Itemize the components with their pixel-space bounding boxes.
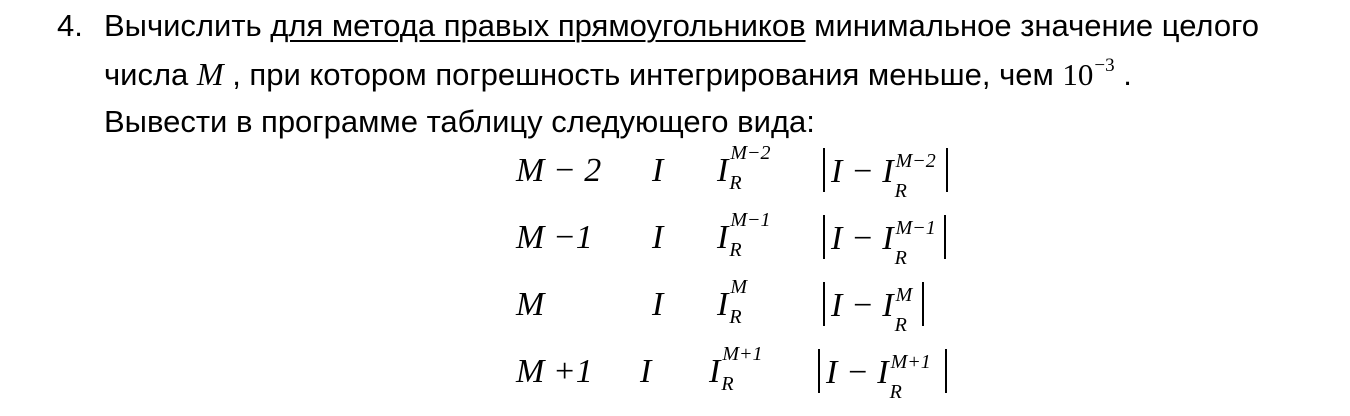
abs-value xyxy=(823,148,948,202)
abs-term xyxy=(826,349,931,403)
math-power-of-ten xyxy=(1062,57,1114,92)
table-row-1-ir xyxy=(717,142,771,194)
task-line-1-start: Вычислить xyxy=(104,8,271,43)
abs-term xyxy=(831,282,913,336)
abs-subscript: R xyxy=(889,381,902,403)
table-row-1-abs xyxy=(823,150,948,202)
table-row-4-i: I xyxy=(640,353,652,390)
table-row-4-abs xyxy=(818,351,947,403)
ir-subscript: R xyxy=(721,373,734,395)
task-line-2-middle: , при котором погрешность интегрирования меньше, чем xyxy=(223,57,1063,92)
abs-term xyxy=(831,148,936,202)
ir-subscript: R xyxy=(729,306,742,328)
task-line-1 xyxy=(104,10,1259,41)
task-line-2-start: числа xyxy=(104,57,197,92)
table-row-1-i: I xyxy=(652,152,664,189)
task-underlined-phrase: для метода правых прямоугольников xyxy=(270,8,806,43)
task-line-1-end: минимальное значение целого xyxy=(805,8,1259,43)
abs-subscript: R xyxy=(894,247,907,269)
ir-term xyxy=(717,276,747,328)
table-row-2-abs xyxy=(823,217,946,269)
abs-left: I − I xyxy=(826,354,889,391)
power-exponent: −3 xyxy=(1094,55,1115,76)
ir-base: I xyxy=(717,152,729,189)
ir-subscript: R xyxy=(729,239,742,261)
table-row-2-m: M −1 xyxy=(516,219,593,256)
table-row-2-i: I xyxy=(652,219,664,256)
ir-superscript: M+1 xyxy=(722,343,763,365)
task-line-2-end: . xyxy=(1114,57,1132,92)
table-row-3-ir xyxy=(717,276,747,328)
ir-base: I xyxy=(709,353,721,390)
ir-subscript: R xyxy=(729,172,742,194)
table-row-4-ir xyxy=(709,343,763,395)
math-var-m: M xyxy=(196,56,224,92)
ir-base: I xyxy=(717,286,729,323)
ir-term xyxy=(709,343,763,395)
abs-left: I − I xyxy=(831,153,894,190)
ir-term xyxy=(717,209,771,261)
table-row-3-abs xyxy=(823,284,924,336)
power-base: 10 xyxy=(1062,57,1094,92)
abs-left: I − I xyxy=(831,287,894,324)
abs-subscript: R xyxy=(894,180,907,202)
table-row-4-m: M +1 xyxy=(516,353,593,390)
abs-value xyxy=(818,349,947,403)
abs-superscript: M+1 xyxy=(890,351,931,373)
table-row-1-m: M − 2 xyxy=(516,152,602,189)
table-row-3-m: M xyxy=(516,286,545,323)
abs-value xyxy=(823,282,924,336)
task-number: 4. xyxy=(57,8,83,43)
abs-superscript: M xyxy=(895,284,913,306)
table-row-3-i: I xyxy=(652,286,664,323)
abs-term xyxy=(831,215,936,269)
ir-term xyxy=(717,142,771,194)
abs-left: I − I xyxy=(831,220,894,257)
ir-superscript: M xyxy=(730,276,747,298)
abs-superscript: M−1 xyxy=(895,217,936,239)
task-line-3: Вывести в программе таблицу следующего вида: xyxy=(104,104,815,139)
ir-superscript: M−2 xyxy=(730,142,771,164)
table-row-2-ir xyxy=(717,209,771,261)
abs-superscript: M−2 xyxy=(895,150,936,172)
ir-base: I xyxy=(717,219,729,256)
abs-value xyxy=(823,215,946,269)
task-line-2 xyxy=(104,55,1132,92)
ir-superscript: M−1 xyxy=(730,209,771,231)
abs-subscript: R xyxy=(894,314,907,336)
